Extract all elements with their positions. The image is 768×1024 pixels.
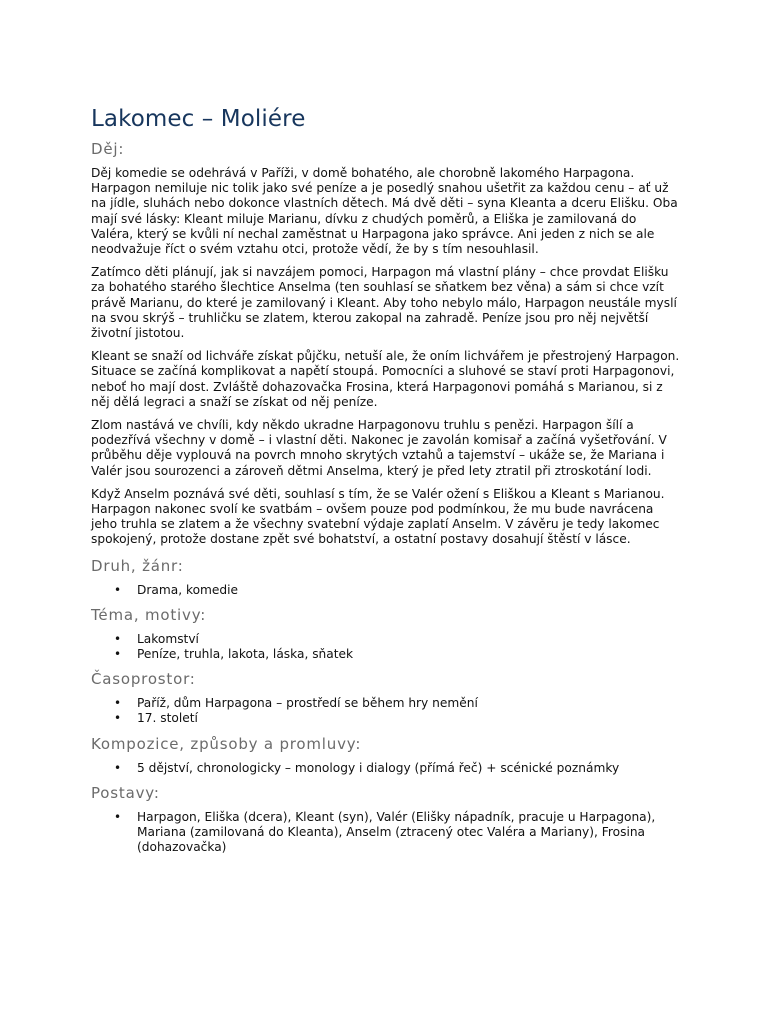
list-item xyxy=(91,711,681,726)
list-item xyxy=(91,761,681,776)
section-heading-druh: Druh, žánr: xyxy=(91,556,184,575)
bullet-icon: • xyxy=(114,631,122,646)
bullet-list-postavy xyxy=(91,810,681,856)
list-item xyxy=(91,810,681,856)
bullet-list-druh xyxy=(91,583,681,598)
list-item-text: Harpagon, Eliška (dcera), Kleant (syn), Valér (Elišky nápadník, pracuje u Harpagona), Mariana (zamilovaná do Kleanta), Anselm (ztracený otec Valéra a Mariany), Frosina (dohazovačka) xyxy=(137,809,656,855)
document-page xyxy=(91,104,681,863)
section-heading-tema: Téma, motivy: xyxy=(91,605,207,624)
list-item-text: 17. století xyxy=(137,711,198,726)
list-item-text: Lakomství xyxy=(137,631,199,646)
bullet-icon: • xyxy=(114,647,122,662)
bullet-list-casoprostor xyxy=(91,696,681,726)
bullet-list-tema xyxy=(91,632,681,662)
bullet-icon: • xyxy=(114,711,122,726)
list-item-text: Paříž, dům Harpagona – prostředí se během hry nemění xyxy=(137,696,478,711)
list-item xyxy=(91,647,681,662)
list-item xyxy=(91,583,681,598)
paragraph: Zatímco děti plánují, jak si navzájem pomoci, Harpagon má vlastní plány – chce provdat Elišku za bohatého starého šlechtice Anselma (ten souhlasí se sňatkem bez věna) a sám si chce vzít právě Marianu, do které je zamilovaný i Kleant. Aby toho nebylo málo, Harpagon neustále myslí na svou skrýš – truhličku se zlatem, kterou zakopal na zahradě. Peníze jsou pro něj největší životní jistotou. xyxy=(91,265,677,341)
document-title: Lakomec – Moliére xyxy=(91,106,306,132)
bullet-icon: • xyxy=(114,760,122,775)
section-heading-casoprostor: Časoprostor: xyxy=(91,670,196,689)
paragraph: Kleant se snaží od lichváře získat půjčku, netuší ale, že oním lichvářem je přestrojený Harpagon. Situace se začíná komplikovat a napětí stoupá. Pomocníci a sluhové se staví proti Harpagonovi, neboť ho mají dost. Zvláště dohazovačka Frosina, která Harpagonovi pomáhá s Marianou, si z něj dělá legraci a snaží se získat od něj peníze. xyxy=(91,349,680,409)
paragraph: Když Anselm poznává své děti, souhlasí s tím, že se Valér ožení s Eliškou a Kleant s Marianou. Harpagon nakonec svolí ke svatbám – ovšem pouze pod podmínkou, že mu bude navrácena jeho truhla se zlatem a že všechny svatební výdaje zaplatí Anselm. V závěru je tedy lakomec spokojený, protože dostane zpět své bohatství, a ostatní postavy dosahují štěstí v lásce. xyxy=(91,486,665,547)
paragraph: Děj komedie se odehrává v Paříži, v domě bohatého, ale chorobně lakomého Harpagona. Harpagon nemiluje nic tolik jako své peníze a je posedlý snahou ušetřit za každou cenu – ať už na jídle, sluhách nebo dokonce vlastních dětech. Má dvě děti – syna Kleanta a dceru Elišku. Oba mají své lásky: Kleant miluje Marianu, dívku z chudých poměrů, a Eliška je zamilovaná do Valéra, který se kvůli ní nechal zaměstnat u Harpagona jako správce. Ani jeden z nich se ale neodvažuje říct o svém vztahu otci, protože vědí, že by s tím nesouhlasil. xyxy=(91,166,678,257)
list-item-text: Drama, komedie xyxy=(137,582,239,597)
list-item xyxy=(91,696,681,711)
bullet-icon: • xyxy=(114,809,122,824)
bullet-icon: • xyxy=(114,582,122,597)
list-item-text: Peníze, truhla, lakota, láska, sňatek xyxy=(137,647,354,662)
section-heading-postavy: Postavy: xyxy=(91,783,160,802)
paragraph: Zlom nastává ve chvíli, kdy někdo ukradne Harpagonovu truhlu s penězi. Harpagon šílí a podezřívá všechny v domě – i vlastní děti. Nakonec je zavolán komisař a začíná vyšetřování. V průběhu děje vyplouvá na povrch mnoho skrytých vztahů a tajemství – ukáže se, že Mariana i Valér jsou sourozenci a zároveň dětmi Anselma, který je před lety ztratil při ztroskotání lodi. xyxy=(91,418,667,478)
section-heading-dej: Děj: xyxy=(91,140,125,158)
bullet-icon: • xyxy=(114,696,122,711)
list-item-text: 5 dějství, chronologicky – monology i dialogy (přímá řeč) + scénické poznámky xyxy=(137,760,620,775)
section-heading-kompozice: Kompozice, způsoby a promluvy: xyxy=(91,734,362,753)
bullet-list-kompozice xyxy=(91,761,681,776)
list-item xyxy=(91,632,681,647)
